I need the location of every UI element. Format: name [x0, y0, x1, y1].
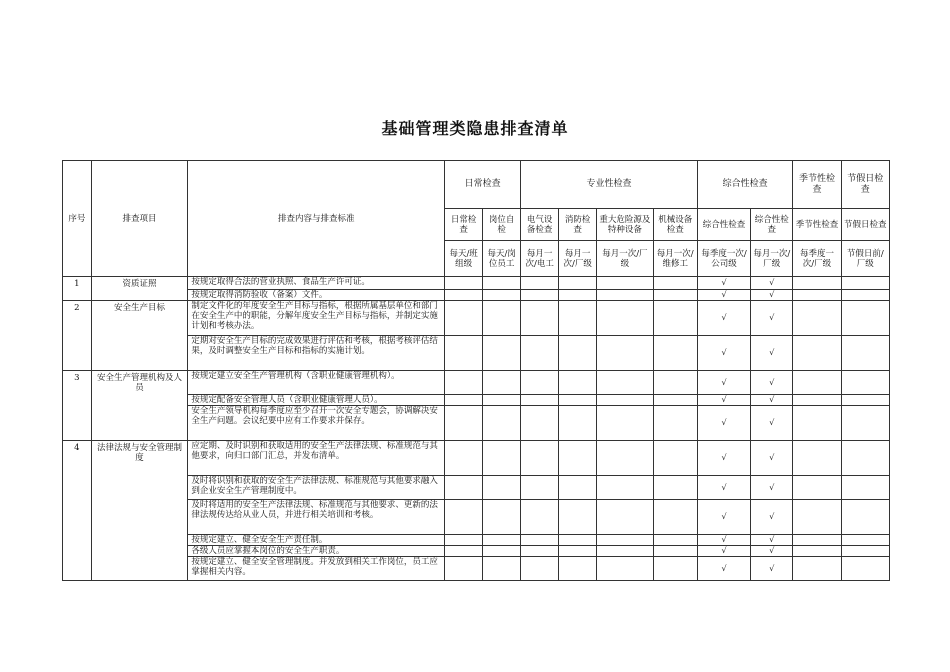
check-cell [483, 277, 521, 290]
check-cell [597, 395, 653, 406]
check-cell [841, 476, 889, 500]
check-cell [841, 290, 889, 301]
row-item: 安全生产目标 [91, 301, 188, 371]
header-freq-7: 每月一次/厂级 [751, 241, 793, 277]
check-cell [793, 441, 841, 476]
check-cell [597, 441, 653, 476]
check-cell: √ [751, 476, 793, 500]
row-item: 安全生产管理机构及人员 [91, 371, 188, 441]
check-cell: √ [697, 535, 750, 546]
table-row [63, 301, 890, 336]
check-cell [793, 336, 841, 371]
check-cell [793, 476, 841, 500]
check-cell: √ [697, 500, 750, 535]
check-cell [653, 546, 697, 557]
check-cell [653, 557, 697, 581]
check-cell: √ [751, 290, 793, 301]
check-cell [445, 277, 483, 290]
check-cell [521, 301, 559, 336]
table-row [63, 371, 890, 395]
check-cell [521, 336, 559, 371]
check-cell [521, 277, 559, 290]
check-cell [841, 535, 889, 546]
check-cell [841, 546, 889, 557]
check-cell [559, 336, 597, 371]
check-cell [445, 500, 483, 535]
check-cell [793, 406, 841, 441]
check-cell [793, 301, 841, 336]
check-cell [841, 277, 889, 290]
header-group-holiday: 节假日检查 [841, 161, 889, 209]
header-sub-8: 季节性检查 [793, 209, 841, 241]
check-cell [841, 500, 889, 535]
check-cell: √ [751, 301, 793, 336]
header-sub-5: 机械设备检查 [653, 209, 697, 241]
check-cell [597, 546, 653, 557]
check-cell: √ [697, 371, 750, 395]
check-cell [597, 476, 653, 500]
check-cell [793, 535, 841, 546]
header-group-daily: 日常检查 [445, 161, 521, 209]
check-cell [483, 290, 521, 301]
header-sub-0: 日常检查 [445, 209, 483, 241]
check-cell [793, 546, 841, 557]
check-cell [559, 546, 597, 557]
check-cell [559, 406, 597, 441]
check-cell: √ [697, 476, 750, 500]
header-sub-7: 综合性检查 [751, 209, 793, 241]
row-content: 定期对安全生产目标的完成效果进行评估和考核，根据考核评估结果，及时调整安全生产目标和指标的实施计划。 [188, 336, 445, 371]
check-cell [841, 371, 889, 395]
check-cell [597, 535, 653, 546]
check-cell [653, 535, 697, 546]
header-freq-8: 每季度一次/厂级 [793, 241, 841, 277]
check-cell [559, 476, 597, 500]
check-cell: √ [751, 371, 793, 395]
check-cell [521, 500, 559, 535]
check-cell [597, 301, 653, 336]
header-freq-6: 每季度一次/公司级 [697, 241, 750, 277]
check-cell: √ [697, 336, 750, 371]
header-freq-1: 每天/岗位员工 [483, 241, 521, 277]
check-cell [559, 301, 597, 336]
check-cell [445, 441, 483, 476]
check-cell: √ [697, 441, 750, 476]
check-cell [559, 277, 597, 290]
checklist-table [62, 160, 890, 581]
check-cell [559, 371, 597, 395]
check-cell [653, 371, 697, 395]
check-cell [445, 395, 483, 406]
check-cell: √ [697, 277, 750, 290]
row-content: 制定文件化的年度安全生产目标与指标，根据所属基层单位和部门在安全生产中的职能，分解年度安全生产目标与指标，并制定实施计划和考核办法。 [188, 301, 445, 336]
row-seq: 4 [63, 441, 92, 581]
check-cell [597, 277, 653, 290]
check-cell: √ [751, 395, 793, 406]
row-seq: 2 [63, 301, 92, 371]
check-cell [653, 406, 697, 441]
check-cell: √ [697, 406, 750, 441]
check-cell [445, 336, 483, 371]
check-cell [653, 441, 697, 476]
check-cell [483, 441, 521, 476]
header-group-seasonal: 季节性检查 [793, 161, 841, 209]
check-cell [653, 476, 697, 500]
check-cell: √ [751, 500, 793, 535]
row-seq: 1 [63, 277, 92, 301]
header-freq-4: 每月一次/厂级 [597, 241, 653, 277]
row-content: 及时将适用的安全生产法律法规、标准规范与其他要求、更新的法律法规传达给从业人员，并进行相关培训和考核。 [188, 500, 445, 535]
check-cell [841, 557, 889, 581]
header-sub-3: 消防检查 [559, 209, 597, 241]
header-group-comprehensive: 综合性检查 [697, 161, 793, 209]
check-cell [483, 395, 521, 406]
check-cell [483, 500, 521, 535]
check-cell [445, 301, 483, 336]
check-cell [653, 301, 697, 336]
check-cell: √ [697, 290, 750, 301]
check-cell: √ [751, 557, 793, 581]
check-cell [793, 500, 841, 535]
row-content: 及时将识别和获取的安全生产法律法规、标准规范与其他要求融入到企业安全生产管理制度中。 [188, 476, 445, 500]
check-cell: √ [751, 546, 793, 557]
header-item: 排查项目 [91, 161, 188, 277]
check-cell [445, 535, 483, 546]
row-item: 法律法规与安全管理制度 [91, 441, 188, 581]
row-content: 按规定建立、健全安全管理制度。并发放到相关工作岗位，员工应掌握相关内容。 [188, 557, 445, 581]
check-cell [653, 395, 697, 406]
check-cell [559, 290, 597, 301]
check-cell: √ [697, 557, 750, 581]
row-item: 资质证照 [91, 277, 188, 301]
check-cell [483, 535, 521, 546]
header-sub-4: 重大危险源及特种设备 [597, 209, 653, 241]
check-cell [793, 371, 841, 395]
header-group-special: 专业性检查 [521, 161, 698, 209]
check-cell: √ [697, 546, 750, 557]
row-content: 安全生产领导机构每季度应至少召开一次安全专题会，协调解决安全生产问题。会议纪要中应有工作要求并保存。 [188, 406, 445, 441]
check-cell [793, 290, 841, 301]
row-content: 各级人员应掌握本岗位的安全生产职责。 [188, 546, 445, 557]
check-cell [793, 557, 841, 581]
header-freq-2: 每月一次/电工 [521, 241, 559, 277]
table-row [63, 277, 890, 290]
check-cell [483, 336, 521, 371]
check-cell [521, 395, 559, 406]
check-cell [653, 336, 697, 371]
check-cell [445, 406, 483, 441]
check-cell [521, 371, 559, 395]
check-cell [483, 406, 521, 441]
row-content: 应定期、及时识别和获取适用的安全生产法律法规、标准规范与其他要求，向归口部门汇总，并发布清单。 [188, 441, 445, 476]
check-cell [841, 406, 889, 441]
check-cell [521, 546, 559, 557]
check-cell [597, 406, 653, 441]
row-content: 按规定取得合法的营业执照、食品生产许可证。 [188, 277, 445, 290]
check-cell: √ [751, 336, 793, 371]
check-cell: √ [751, 535, 793, 546]
check-cell [653, 500, 697, 535]
row-seq: 3 [63, 371, 92, 441]
check-cell [483, 546, 521, 557]
check-cell [521, 557, 559, 581]
header-sub-1: 岗位自检 [483, 209, 521, 241]
document-title: 基础管理类隐患排查清单 [381, 119, 569, 138]
header-content: 排查内容与排查标准 [188, 161, 445, 277]
row-content: 按规定配备安全管理人员（含职业健康管理人员）。 [188, 395, 445, 406]
header-freq-9: 节假日前/厂级 [841, 241, 889, 277]
check-cell: √ [697, 301, 750, 336]
check-cell [597, 336, 653, 371]
header-sub-6: 综合性检查 [697, 209, 750, 241]
check-cell [445, 290, 483, 301]
header-freq-3: 每月一次/厂级 [559, 241, 597, 277]
check-cell: √ [751, 406, 793, 441]
header-freq-0: 每天/班组级 [445, 241, 483, 277]
check-cell [597, 371, 653, 395]
check-cell [483, 371, 521, 395]
check-cell [793, 277, 841, 290]
check-cell: √ [751, 277, 793, 290]
check-cell [483, 476, 521, 500]
check-cell [597, 290, 653, 301]
check-cell [841, 395, 889, 406]
check-cell [445, 371, 483, 395]
row-content: 按规定取得消防验收（备案）文件。 [188, 290, 445, 301]
check-cell [521, 535, 559, 546]
row-content: 按规定建立、健全安全生产责任制。 [188, 535, 445, 546]
check-cell [559, 500, 597, 535]
header-seq: 序号 [63, 161, 92, 277]
check-cell [559, 557, 597, 581]
check-cell [559, 441, 597, 476]
check-cell [521, 441, 559, 476]
header-sub-2: 电气设备检查 [521, 209, 559, 241]
check-cell: √ [697, 395, 750, 406]
check-cell [521, 290, 559, 301]
check-cell [483, 557, 521, 581]
check-cell [597, 500, 653, 535]
check-cell [653, 290, 697, 301]
table-row [63, 441, 890, 476]
check-cell [445, 546, 483, 557]
check-cell [521, 406, 559, 441]
check-cell [793, 395, 841, 406]
check-cell [445, 476, 483, 500]
header-sub-9: 节假日检查 [841, 209, 889, 241]
check-cell [559, 535, 597, 546]
check-cell [653, 277, 697, 290]
header-freq-5: 每月一次/维修工 [653, 241, 697, 277]
check-cell [521, 476, 559, 500]
row-content: 按规定建立安全生产管理机构（含职业健康管理机构）。 [188, 371, 445, 395]
check-cell [841, 336, 889, 371]
check-cell [841, 301, 889, 336]
check-cell [559, 395, 597, 406]
check-cell: √ [751, 441, 793, 476]
check-cell [597, 557, 653, 581]
check-cell [841, 441, 889, 476]
check-cell [445, 557, 483, 581]
check-cell [483, 301, 521, 336]
